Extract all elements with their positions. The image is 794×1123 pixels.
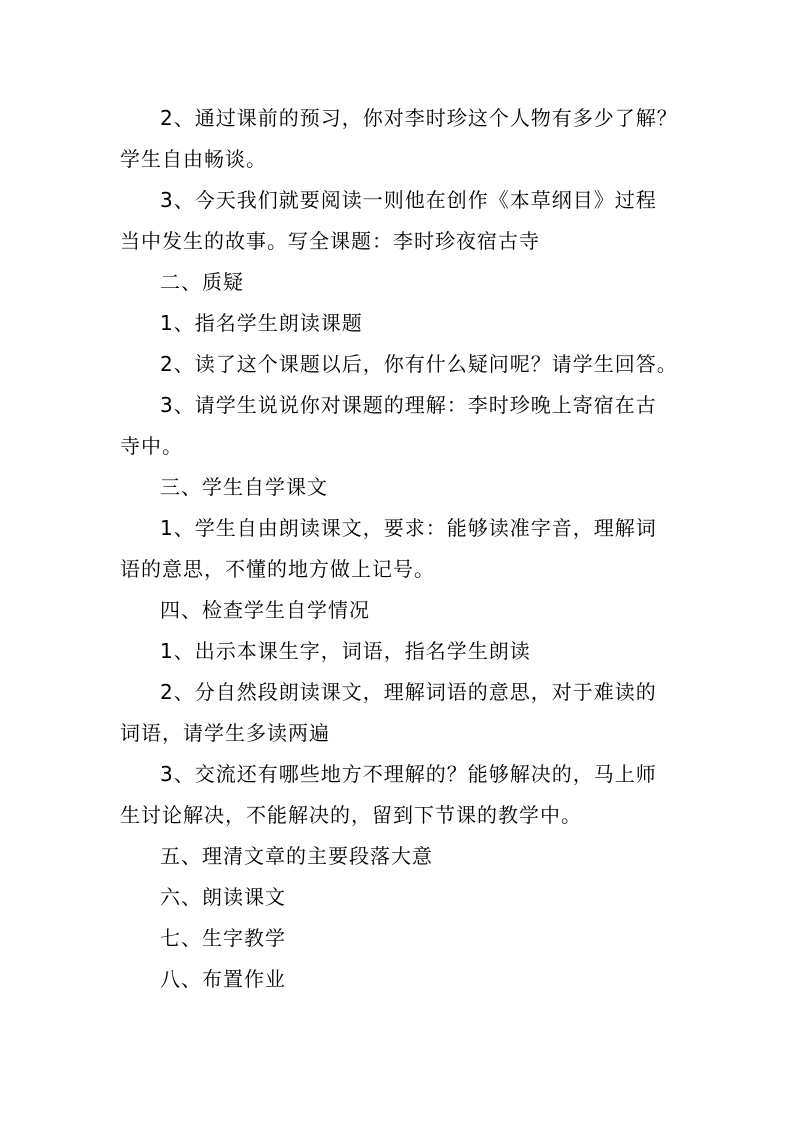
section-heading: 三、学生自学课文	[160, 475, 328, 499]
text-line: 1、出示本课生字，词语，指名学生朗读	[160, 639, 531, 663]
text-line: 1、指名学生朗读课题	[160, 311, 363, 335]
text-line: 学生自由畅谈。	[120, 147, 267, 171]
text-line: 3、交流还有哪些地方不理解的？能够解决的，马上师	[160, 762, 657, 786]
text-line: 词语，请学生多读两遍	[120, 721, 330, 745]
text-line: 2、读了这个课题以后，你有什么疑问呢？请学生回答。	[160, 352, 678, 376]
section-heading: 二、质疑	[160, 270, 244, 294]
text-line: 3、请学生说说你对课题的理解：李时珍晚上寄宿在古	[160, 393, 657, 417]
text-line: 2、分自然段朗读课文，理解词语的意思，对于难读的	[160, 680, 657, 704]
text-line: 2、通过课前的预习，你对李时珍这个人物有多少了解？	[160, 106, 678, 130]
section-heading: 八、布置作业	[160, 967, 286, 991]
section-heading: 七、生字教学	[160, 926, 286, 950]
text-line: 当中发生的故事。写全课题：李时珍夜宿古寺	[120, 229, 540, 253]
section-heading: 五、理清文章的主要段落大意	[160, 844, 433, 868]
text-line: 3、今天我们就要阅读一则他在创作《本草纲目》过程	[160, 188, 657, 212]
section-heading: 四、检查学生自学情况	[160, 598, 370, 622]
text-line: 1、学生自由朗读课文，要求：能够读准字音，理解词	[160, 516, 657, 540]
text-line: 寺中。	[120, 434, 183, 458]
text-line: 生讨论解决，不能解决的，留到下节课的教学中。	[120, 803, 582, 827]
document-page	[120, 98, 680, 1000]
section-heading: 六、朗读课文	[160, 885, 286, 909]
text-line: 语的意思，不懂的地方做上记号。	[120, 557, 435, 581]
